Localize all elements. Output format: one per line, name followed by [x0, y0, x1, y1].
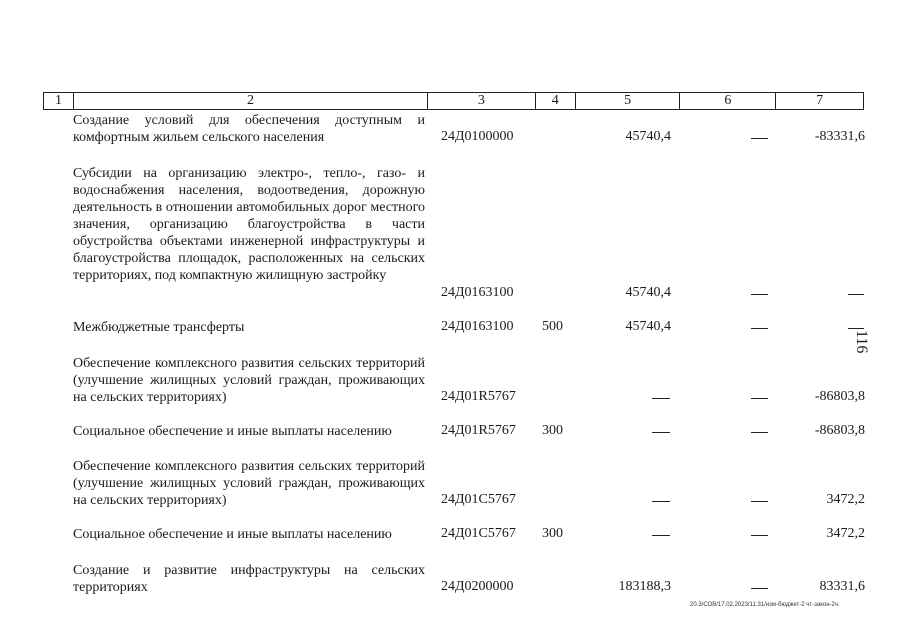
row-col6-dash — [751, 398, 768, 399]
page-number: 116 — [853, 330, 870, 354]
row-description: Создание и развитие инфраструктуры на сельских территориях — [73, 563, 425, 595]
row-col7-dash — [848, 328, 864, 329]
row-code: 24Д0200000 — [441, 579, 514, 594]
row-description: Создание условий для обеспечения доступным и комфортным жильем сельского населения — [73, 113, 425, 145]
row-code: 24Д0163100 — [441, 319, 514, 334]
row-vr: 300 — [542, 423, 563, 438]
row-col5-dash — [652, 398, 670, 399]
footer-note: 20.3/СОВ/17.02.2023/11:31/изм-бюджет-2 чт-закон-2ч. — [690, 602, 840, 608]
row-col5-dash — [652, 432, 670, 433]
row-col7: 3472,2 — [826, 526, 865, 541]
row-code: 24Д01С5767 — [441, 526, 516, 541]
row-code: 24Д0100000 — [441, 129, 514, 144]
row-description: Обеспечение комплексного развития сельских территорий (улучшение жилищных условий граждан, проживающих на сельских территориях) — [73, 356, 425, 405]
row-description: Социальное обеспечение и иные выплаты населению — [73, 527, 392, 542]
header-col-2: 2 — [74, 93, 428, 109]
row-col7: 3472,2 — [826, 492, 865, 507]
row-description: Межбюджетные трансферты — [73, 320, 245, 335]
row-col6-dash — [751, 535, 768, 536]
row-description: Субсидии на организацию электро-, тепло-, газо- и водоснабжения населения, водоотведения, дорожную деятельность в отношении автомобильных дорог местного значения, организацию благоустройства в части обустройства объектами инженерной инфраструктуры и благоустройства площадок, расположенных на сельских территориях, под компактную жилищную застройку — [73, 166, 425, 283]
row-vr: 500 — [542, 319, 563, 334]
row-col6-dash — [751, 294, 768, 295]
row-description: Социальное обеспечение и иные выплаты населению — [73, 424, 392, 439]
row-code: 24Д01R5767 — [441, 389, 516, 404]
row-col6-dash — [751, 588, 768, 589]
row-col7: -86803,8 — [814, 389, 865, 404]
row-col7: -83331,6 — [814, 129, 865, 144]
row-col7-dash — [848, 294, 864, 295]
header-col-3: 3 — [428, 93, 536, 109]
row-col6-dash — [751, 501, 768, 502]
header-col-5: 5 — [576, 93, 681, 109]
row-col6-dash — [751, 432, 768, 433]
header-col-4: 4 — [536, 93, 576, 109]
header-col-7: 7 — [816, 93, 824, 108]
row-col5: 183188,3 — [618, 579, 671, 594]
row-vr: 300 — [542, 526, 563, 541]
row-code: 24Д0163100 — [441, 285, 514, 300]
row-col7: -86803,8 — [814, 423, 865, 438]
row-col5-dash — [652, 535, 670, 536]
row-code: 24Д01С5767 — [441, 492, 516, 507]
row-col5-dash — [652, 501, 670, 502]
row-col6-dash — [751, 138, 768, 139]
row-col5: 45740,4 — [625, 319, 671, 334]
row-col5: 45740,4 — [625, 129, 671, 144]
row-col7: 83331,6 — [819, 579, 865, 594]
row-code: 24Д01R5767 — [441, 423, 516, 438]
header-col-1: 1 — [44, 93, 74, 109]
row-col6-dash — [751, 328, 768, 329]
row-description: Обеспечение комплексного развития сельских территорий (улучшение жилищных условий граждан, проживающих на сельских территориях) — [73, 459, 425, 508]
header-col-6: 6 — [680, 93, 776, 109]
row-col5: 45740,4 — [625, 285, 671, 300]
